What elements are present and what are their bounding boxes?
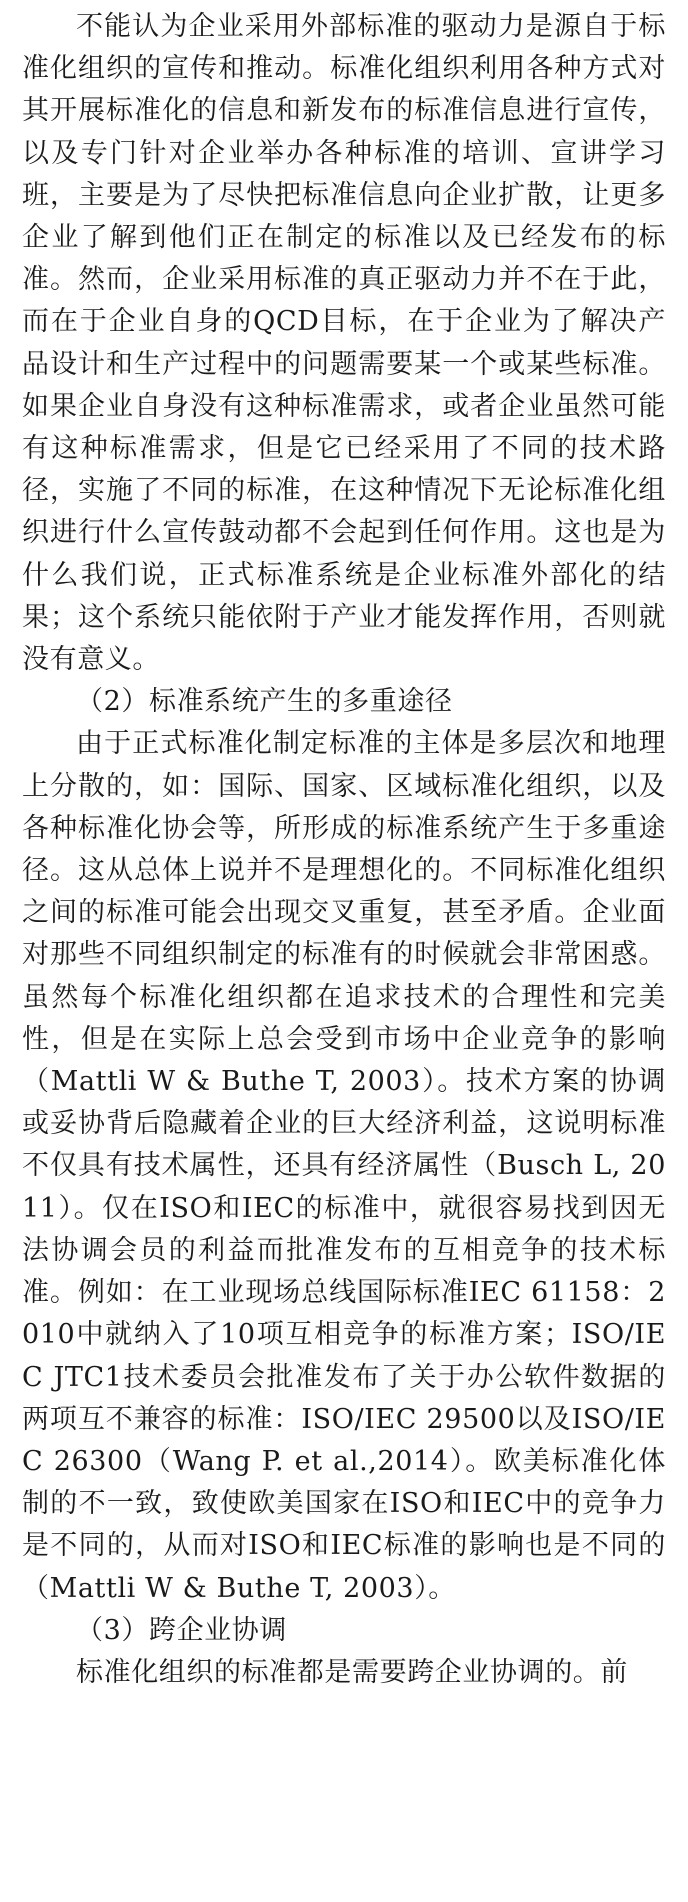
section-heading-multiple-paths: （2）标准系统产生的多重途径 <box>76 686 453 718</box>
paragraph-cross-enterprise: 标准化组织的标准都是需要跨企业协调的。前 <box>76 1656 628 1688</box>
paragraph-driving-force: 不能认为企业采用外部标准的驱动力是源自于标准化组织的宣传和推动。标准化组织利用各种方式对其开展标准化的信息和新发布的标准信息进行宣传，以及专门针对企业举办各种标准的培训、宣讲学习班，主要是为了尽快把标准信息向企业扩散，让更多企业了解到他们正在制定的标准以及已经发布的标准。然而，企业采用标准的真正驱动力并不在于此，而在于企业自身的QCD目标，在于企业为了解决产品设计和生产过程中的问题需要某一个或某些标准。如果企业自身没有这种标准需求，或者企业虽然可能有这种标准需求，但是它已经采用了不同的技术路径，实施了不同的标准，在这种情况下无论标准化组织进行什么宣传鼓动都不会起到任何作用。这也是为什么我们说，正式标准系统是企业标准外部化的结果；这个系统只能依附于产业才能发挥作用，否则就没有意义。 <box>22 11 666 676</box>
document-page <box>22 6 666 1694</box>
section-heading-cross-enterprise: （3）跨企业协调 <box>76 1614 287 1646</box>
paragraph-multiple-paths: 由于正式标准化制定标准的主体是多层次和地理上分散的，如：国际、国家、区域标准化组织，以及各种标准化协会等，所形成的标准系统产生于多重途径。这从总体上说并不是理想化的。不同标准化组织之间的标准可能会出现交叉重复，甚至矛盾。企业面对那些不同组织制定的标准有的时候就会非常困惑。虽然每个标准化组织都在追求技术的合理性和完美性，但是在实际上总会受到市场中企业竞争的影响（Mattli W & Buthe T, 2003）。技术方案的协调或妥协背后隐藏着企业的巨大经济利益，这说明标准不仅具有技术属性，还具有经济属性（Busch L, 2011）。仅在ISO和IEC的标准中，就很容易找到因无法协调会员的利益而批准发布的互相竞争的技术标准。例如：在工业现场总线国际标准IEC 61158：2010中就纳入了10项互相竞争的标准方案；ISO/IEC JTC1技术委员会批准发布了关于办公软件数据的两项互不兼容的标准：ISO/IEC 29500以及ISO/IEC 26300（Wang P. et al.,2014）。欧美标准化体制的不一致，致使欧美国家在ISO和IEC中的竞争力是不同的，从而对ISO和IEC标准的影响也是不同的（Mattli W & Buthe T, 2003）。 <box>22 728 666 1604</box>
